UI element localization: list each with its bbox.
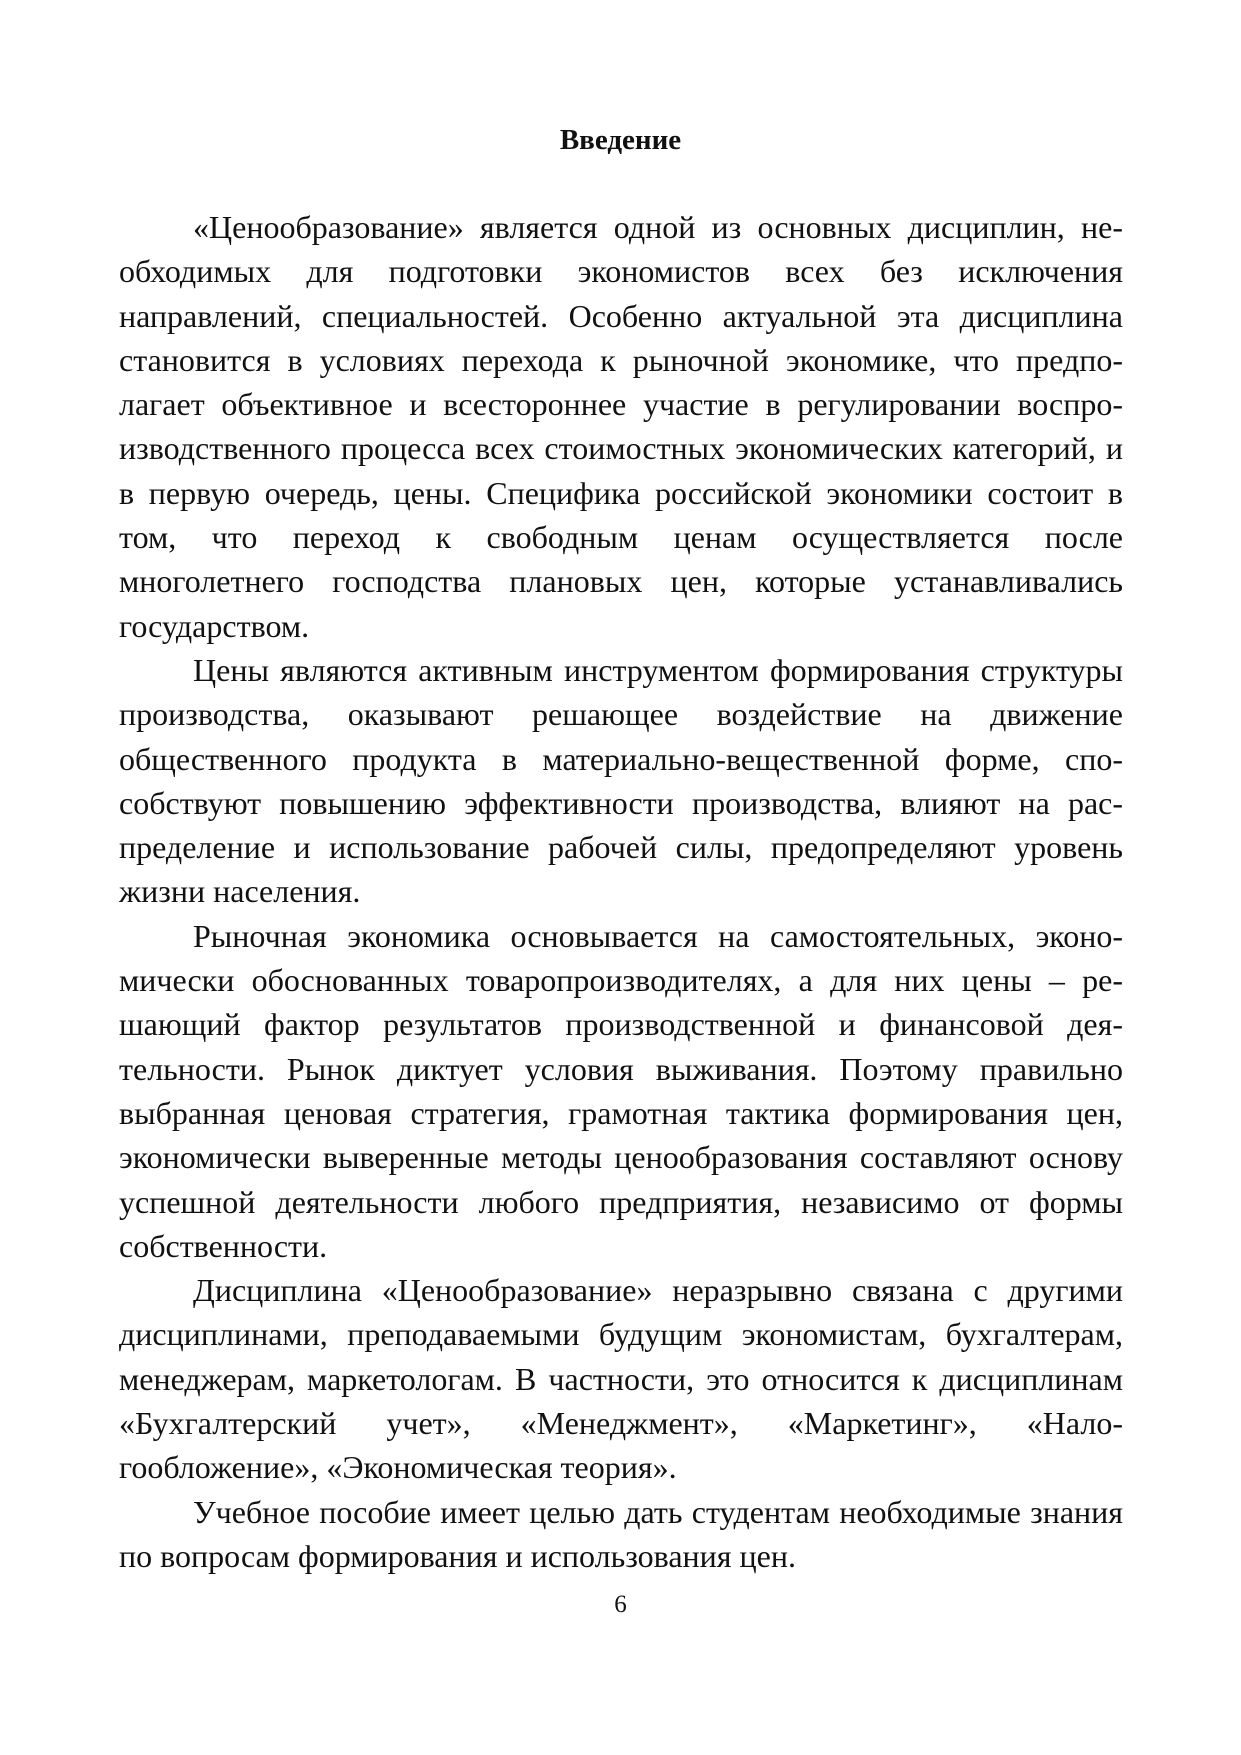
paragraph-related-disciplines: Дисциплина «Ценообразование» неразрывно связана с другими дисциплинами, преподаваемыми будущим экономистам, бухгалтерам, менеджерам, маркетологам. В частности, это относится к дисциплинам «Бухгалтерский учет», «Менеджмент», «Маркетинг», «Налогообложение», «Экономическая теория». — [119, 1272, 1123, 1486]
body-text — [119, 205, 1123, 1578]
page-title: Введение — [559, 124, 682, 156]
paragraph-goal: Учебное пособие имеет целью дать студентам необходимые знания по вопросам формирования и использования цен. — [119, 1493, 1123, 1574]
paragraph-intro: «Ценообразование» является одной из основных дисциплин, необходимых для подготовки экономистов всех без исключения направлений, специальностей. Особенно актуальной эта дисциплина становится в условиях перехода к рыночной экономике, что предполагает объективное и всестороннее участие в регулировании воспроизводственного процесса всех стоимостных экономических категорий, и в первую очередь, цены. Специфика российской экономики состоит в том, что переход к свободным ценам осуществляется после многолетнего господства плановых цен, которые устанавливались государством. — [119, 209, 1123, 644]
page-number: 6 — [614, 1591, 627, 1618]
paragraph-market-economy: Рыночная экономика основывается на самостоятельных, экономически обоснованных товаропроизводителях, а для них цены – решающий фактор результатов производственной и финансовой деятельности. Рынок диктует условия выживания. Поэтому правильно выбранная ценовая стратегия, грамотная тактика формирования цен, экономически выверенные методы ценообразования составляют основу успешной деятельности любого предприятия, независимо от формы собственности. — [119, 917, 1123, 1264]
paragraph-prices-role: Цены являются активным инструментом формирования структуры производства, оказывают решающее воздействие на движение общественного продукта в материально-вещественной форме, способствуют повышению эффективности производства, влияют на распределение и использование рабочей силы, предопределяют уровень жизни населения. — [119, 651, 1123, 910]
